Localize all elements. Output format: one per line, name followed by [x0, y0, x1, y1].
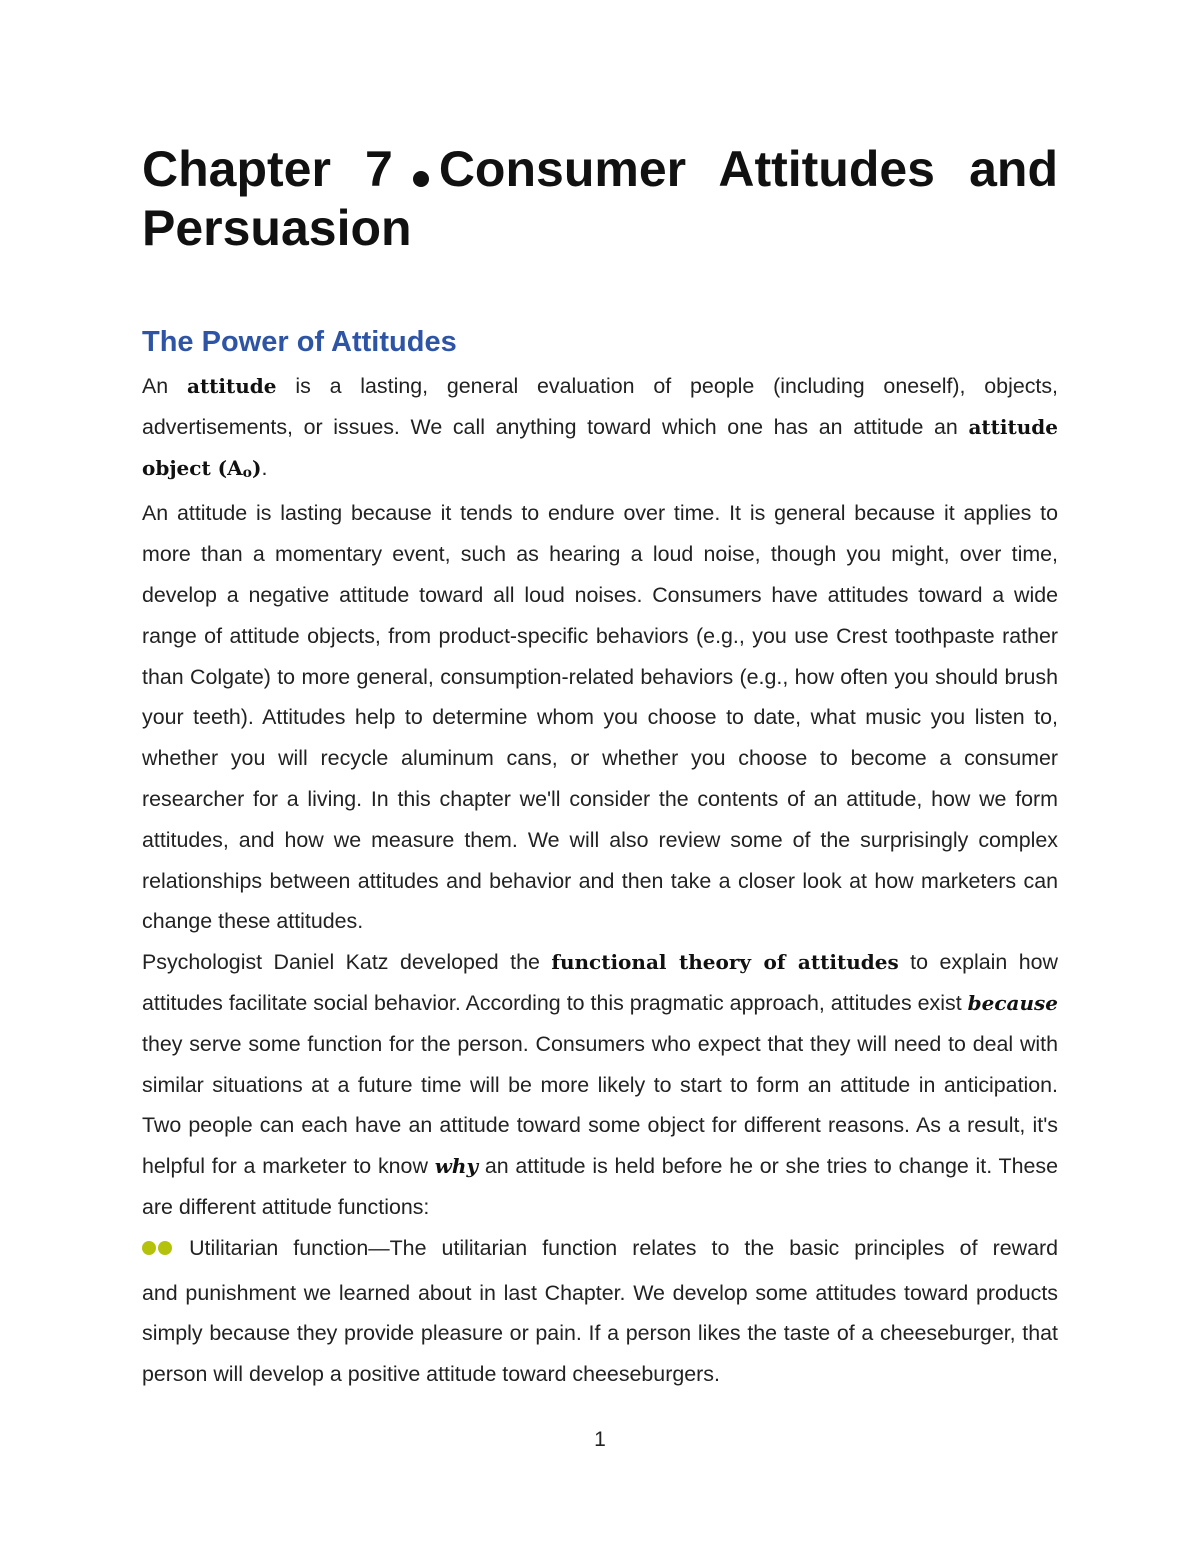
page-number: 1: [594, 1428, 606, 1451]
chapter-title: [142, 140, 1058, 258]
title-chapter-number: Chapter 7: [142, 141, 393, 197]
section-heading: The Power of Attitudes: [142, 326, 457, 358]
text-run: An: [142, 374, 187, 398]
keyword-attitude: attitude: [186, 374, 277, 398]
bullet-text: Utilitarian function—The utilitarian function relates to the basic principles of reward: [189, 1235, 1058, 1260]
keyword-subscript: o: [242, 464, 252, 481]
bullet-utilitarian: [142, 1228, 1058, 1395]
title-bullet-icon: [413, 171, 429, 187]
title-main: Consumer Attitudes and: [438, 141, 1058, 197]
bullet-dot-icon: [142, 1241, 156, 1255]
bullet-continuation: and punishment we learned about in last Chapter. We develop some attitudes toward products simply because they provide pleasure or pain. If a person likes the taste of a cheeseburger, that person will develop a positive attitude toward cheeseburgers.: [142, 1280, 1058, 1387]
title-line-2: Persuasion: [142, 200, 412, 256]
title-line-1: [142, 140, 1058, 199]
bullet-first-line: [142, 1228, 1058, 1269]
body-text: [142, 366, 1058, 1395]
text-run: Psychologist Daniel Katz developed the: [142, 950, 552, 975]
text-run: is a lasting, general evaluation of people (including oneself), objects, advertisements, or issues. We call anything toward which one has an attitude an: [142, 374, 1059, 439]
text-run: they serve some function for the person. Consumers who expect that they will need to deal with similar situations at a future time will be more likely to start to form an attitude in anticipation. Two people can each have an attitude toward some object for different reasons. As a result, it's helpful for a marketer to know: [142, 1031, 1058, 1179]
emphasis-because: because: [967, 990, 1058, 1015]
text-run: an attitude is held before he or she tries to change it. These are different attitude functions:: [142, 1154, 1059, 1219]
keyword-close: ): [252, 455, 262, 480]
paragraph-functional-theory: [142, 942, 1058, 1228]
page-content: [142, 140, 1058, 1395]
bullet-dot-icon: [158, 1241, 172, 1255]
keyword-functional-theory: functional theory of attitudes: [551, 950, 899, 975]
text-run: to explain how attitudes facilitate social behavior. According to this pragmatic approach, attitudes exist: [142, 950, 1058, 1015]
text-run: .: [261, 455, 268, 480]
keyword-text: attitude object (A: [142, 414, 1058, 480]
emphasis-why: why: [434, 1154, 479, 1179]
paragraph-lasting: An attitude is lasting because it tends to endure over time. It is general because it applies to more than a momentary event, such as hearing a loud noise, though you might, over time, develop a negative attitude toward all loud noises. Consumers have attitudes toward a wide range of attitude objects, from product-specific behaviors (e.g., you use Crest toothpaste rather than Colgate) to more general, consumption-related behaviors (e.g., how often you should brush your teeth). Attitudes help to determine whom you choose to date, what music you listen to, whether you will recycle aluminum cans, or whether you choose to become a consumer researcher for a living. In this chapter we'll consider the contents of an attitude, how we form attitudes, and how we measure them. We will also review some of the surprisingly complex relationships between attitudes and behavior and then take a closer look at how marketers can change these attitudes.: [142, 501, 1058, 934]
paragraph-definition: [142, 366, 1058, 493]
